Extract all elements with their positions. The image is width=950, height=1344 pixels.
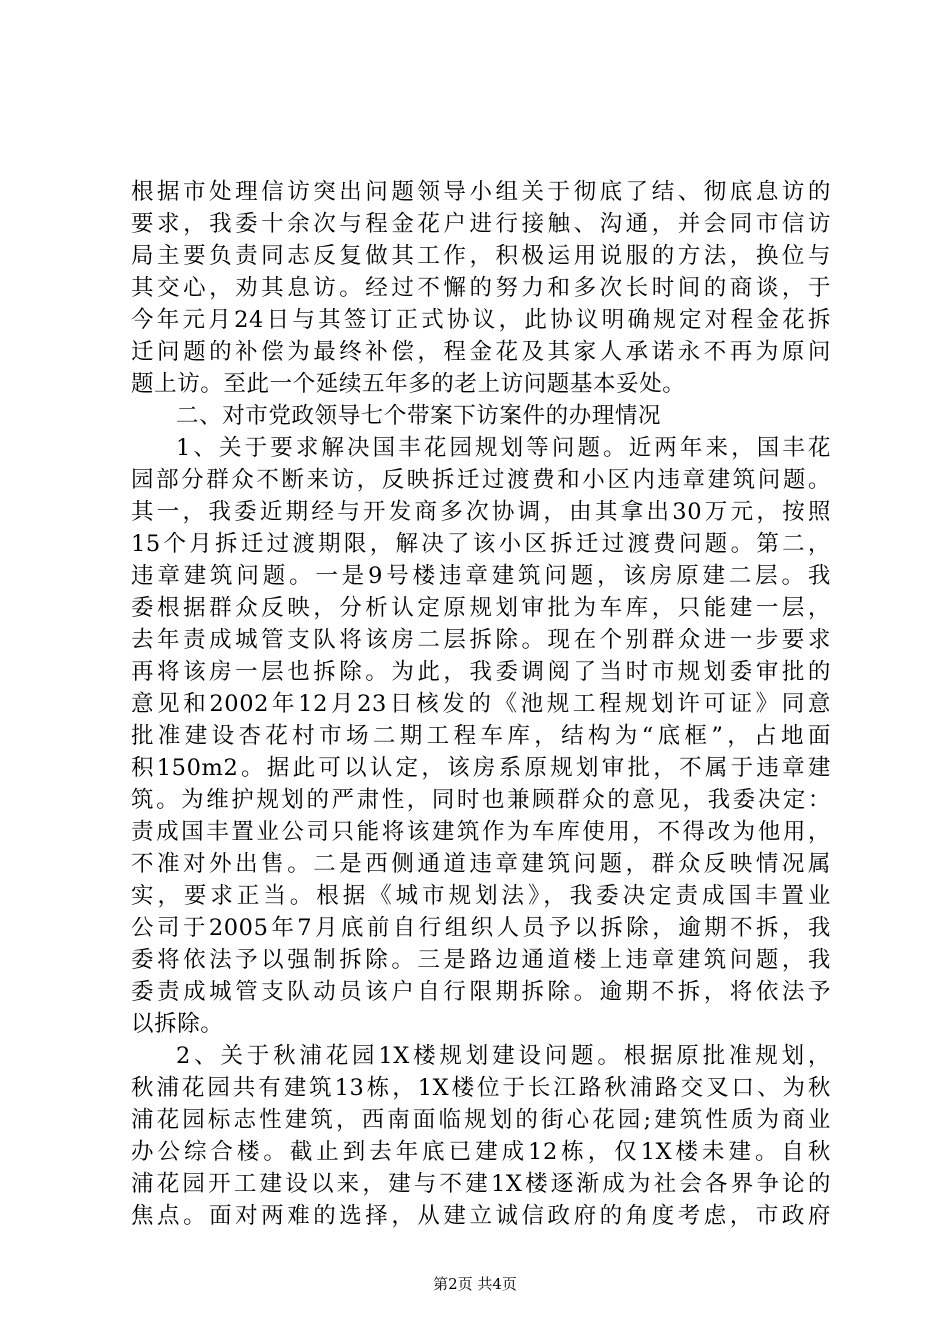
page-footer [0, 1274, 950, 1294]
text-line: 公司于2005年7月底前自行组织人员予以拆除，逾期不拆，我 [131, 915, 831, 941]
text-line: 浦花园开工建设以来，建与不建1X楼逐渐成为社会各界争论的 [131, 1171, 831, 1197]
text-line: 局主要负责同志反复做其工作，积极运用说服的方法，换位与 [131, 243, 831, 269]
text-line: 委将依法予以强制拆除。三是路边通道楼上违章建筑问题，我 [131, 947, 831, 973]
text-line: 1、关于要求解决国丰花园规划等问题。近两年来，国丰花 [176, 435, 831, 461]
text-line: 意见和2002年12月23日核发的《池规工程规划许可证》同意 [131, 691, 831, 717]
text-line: 今年元月24日与其签订正式协议，此协议明确规定对程金花拆 [131, 307, 831, 333]
text-line: 焦点。面对两难的选择，从建立诚信政府的角度考虑，市政府 [131, 1203, 831, 1229]
text-line: 浦花园标志性建筑，西南面临规划的街心花园;建筑性质为商业 [131, 1107, 831, 1133]
text-line: 不准对外出售。二是西侧通道违章建筑问题，群众反映情况属 [131, 851, 831, 877]
text-line: 积150m2。据此可以认定，该房系原规划审批，不属于违章建 [131, 755, 831, 781]
text-line: 园部分群众不断来访，反映拆迁过渡费和小区内违章建筑问题。 [131, 467, 831, 493]
text-line: 其交心，劝其息访。经过不懈的努力和多次长时间的商谈，于 [131, 275, 831, 301]
text-line: 去年责成城管支队将该房二层拆除。现在个别群众进一步要求 [131, 627, 831, 653]
text-line: 违章建筑问题。一是9号楼违章建筑问题，该房原建二层。我 [131, 563, 831, 589]
text-line: 2、关于秋浦花园1X楼规划建设问题。根据原批准规划， [176, 1043, 831, 1069]
text-line: 责成国丰置业公司只能将该建筑作为车库使用，不得改为他用， [131, 819, 831, 845]
text-line: 再将该房一层也拆除。为此，我委调阅了当时市规划委审批的 [131, 659, 831, 685]
text-line: 要求，我委十余次与程金花户进行接触、沟通，并会同市信访 [131, 211, 831, 237]
text-line: 筑。为维护规划的严肃性，同时也兼顾群众的意见，我委决定： [131, 787, 831, 813]
page-number: 第2页 共4页 [433, 1275, 517, 1293]
text-line: 题上访。至此一个延续五年多的老上访问题基本妥处。 [131, 371, 686, 397]
text-line: 实，要求正当。根据《城市规划法》，我委决定责成国丰置业 [131, 883, 831, 909]
text-line: 根据市处理信访突出问题领导小组关于彻底了结、彻底息访的 [131, 179, 831, 205]
text-line: 委根据群众反映，分析认定原规划审批为车库，只能建一层， [131, 595, 831, 621]
text-line: 迁问题的补偿为最终补偿，程金花及其家人承诺永不再为原问 [131, 339, 831, 365]
text-line: 以拆除。 [131, 1011, 224, 1037]
text-line: 其一，我委近期经与开发商多次协调，由其拿出30万元，按照 [131, 499, 831, 525]
text-line: 秋浦花园共有建筑13栋，1X楼位于长江路秋浦路交叉口、为秋 [131, 1075, 831, 1101]
text-line: 15个月拆迁过渡期限，解决了该小区拆迁过渡费问题。第二， [131, 531, 831, 557]
text-line: 委责成城管支队动员该户自行限期拆除。逾期不拆，将依法予 [131, 979, 831, 1005]
text-line: 批准建设杏花村市场二期工程车库，结构为“底框”，占地面 [131, 723, 831, 749]
section-heading: 二、对市党政领导七个带案下访案件的办理情况 [176, 403, 662, 429]
document-body [131, 176, 831, 1232]
text-line: 办公综合楼。截止到去年底已建成12栋，仅1X楼未建。自秋 [131, 1139, 831, 1165]
